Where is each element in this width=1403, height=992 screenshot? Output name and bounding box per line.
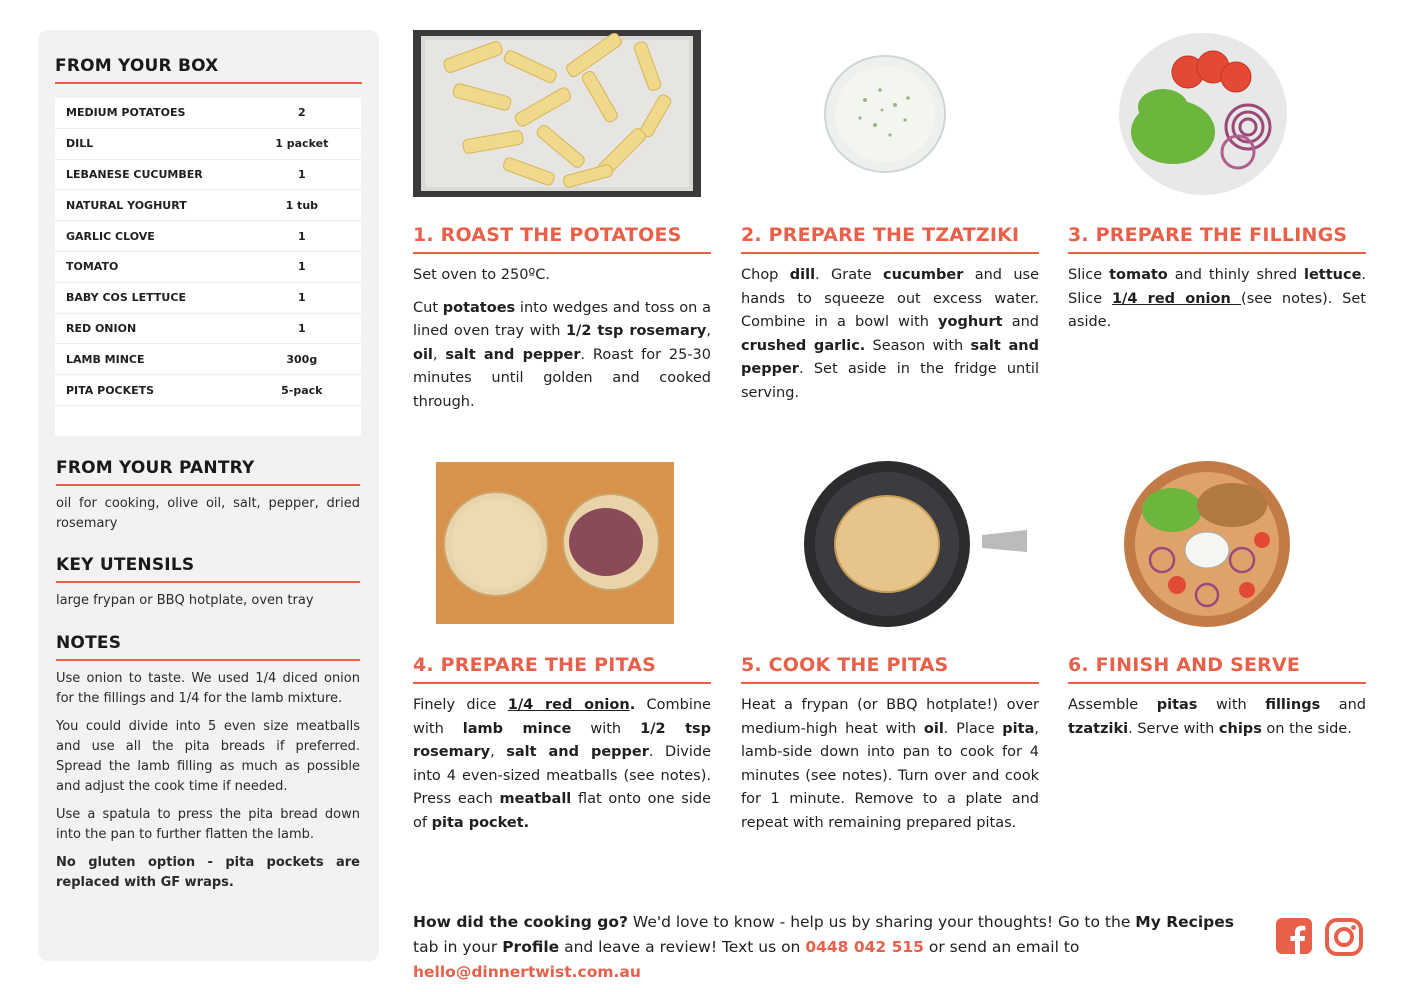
ingredient-name: RED ONION <box>66 321 137 335</box>
step-text: Finely dice 1/4 red onion. Combine with lamb mince with 1/2 tsp rosemary, salt and pepper. Divide into 4 even-sized meatballs (see notes). Press each meatball flat onto one side of pita pocket. <box>413 697 712 831</box>
ingredients-table <box>55 98 361 436</box>
step-title: 4. PREPARE THE PITAS <box>413 654 657 676</box>
divider <box>56 484 360 486</box>
step-3 <box>1068 224 1366 335</box>
divider <box>1068 682 1366 684</box>
divider <box>413 682 711 684</box>
ingredient-name: DILL <box>66 137 94 151</box>
table-row <box>55 221 361 252</box>
divider <box>741 252 1039 254</box>
ingredient-qty: 1 <box>297 291 306 305</box>
table-row <box>55 375 361 406</box>
notes-section <box>56 633 360 893</box>
utensils-title: KEY UTENSILS <box>56 555 195 575</box>
ingredient-qty: 2 <box>297 106 306 120</box>
note-item: Use onion to taste. We used 1/4 diced onion for the fillings and 1/4 for the lamb mixture. <box>56 671 360 706</box>
box-section-header <box>55 56 362 84</box>
note-item: Use a spatula to press the pita bread down into the pan to further flatten the lamb. <box>56 807 360 842</box>
finished-dish-image <box>1122 460 1292 628</box>
step-text: Chop dill. Grate cucumber and use hands to squeeze out excess water. Combine in a bowl with yoghurt and crushed garlic. Season with salt and pepper. Set aside in the fridge until serving. <box>741 267 1040 401</box>
frypan-image <box>782 460 1030 628</box>
divider <box>741 682 1039 684</box>
step-title: 1. ROAST THE POTATOES <box>413 224 682 246</box>
notes-title: NOTES <box>56 633 122 653</box>
pantry-title: FROM YOUR PANTRY <box>56 458 255 478</box>
table-row <box>55 283 361 314</box>
table-row <box>55 190 361 221</box>
note-item: No gluten option - pita pockets are replaced with GF wraps. <box>56 855 360 890</box>
step-text: Cut potatoes into wedges and toss on a lined oven tray with 1/2 tsp rosemary, oil, salt and pepper. Roast for 25-30 minutes until golden and cooked through. <box>413 299 711 410</box>
my-recipes-label: My Recipes <box>1135 913 1234 931</box>
ingredient-qty: 5-pack <box>281 383 323 397</box>
ingredient-name: PITA POCKETS <box>66 383 155 397</box>
roasted-potatoes-image <box>413 30 701 197</box>
step-title: 5. COOK THE PITAS <box>741 654 949 676</box>
step-text: Heat a frypan (or BBQ hotplate!) over medium-high heat with oil. Place pita, lamb-side down into pan to cook for 4 minutes (see notes). Turn over and cook for 1 minute. Remove to a plate and repeat with remaining prepared pitas. <box>741 697 1039 831</box>
table-row <box>55 314 361 345</box>
ingredient-qty: 1 <box>297 167 306 181</box>
sidebar-panel <box>38 30 379 961</box>
step-text: Assemble pitas with fillings and tzatziki. Serve with chips on the side. <box>1068 697 1367 737</box>
utensils-text: large frypan or BBQ hotplate, oven tray <box>56 593 314 608</box>
ingredient-qty: 300g <box>286 352 318 366</box>
phone-link[interactable]: 0448 042 515 <box>805 938 924 956</box>
step-5 <box>741 654 1039 835</box>
ingredient-name: GARLIC CLOVE <box>66 229 155 243</box>
ingredient-qty: 1 tub <box>285 198 319 212</box>
footer-question: How did the cooking go? <box>413 913 628 931</box>
fillings-plate-image <box>1118 32 1288 196</box>
step-title: 6. FINISH AND SERVE <box>1068 654 1301 676</box>
step-title: 2. PREPARE THE TZATZIKI <box>741 224 1020 246</box>
note-item: You could divide into 5 even size meatballs and use all the pita breads if preferred. Spread the lamb filling as much as possible and adjust the cook time if needed. <box>56 719 360 794</box>
divider <box>1068 252 1366 254</box>
ingredient-name: TOMATO <box>66 260 119 274</box>
divider <box>56 659 360 661</box>
step-6 <box>1068 654 1366 741</box>
ingredient-name: LEBANESE CUCUMBER <box>66 167 203 181</box>
instagram-icon[interactable] <box>1325 918 1363 956</box>
tzatziki-bowl-image <box>820 50 950 175</box>
ingredient-qty: 1 packet <box>275 137 329 151</box>
email-link[interactable]: hello@dinnertwist.com.au <box>413 963 641 981</box>
table-row <box>55 344 361 375</box>
step-text: Slice tomato and thinly shred lettuce. Slice 1/4 red onion (see notes). Set aside. <box>1068 267 1367 330</box>
ingredient-qty: 1 <box>297 229 306 243</box>
utensils-section <box>56 555 360 611</box>
ingredient-name: NATURAL YOGHURT <box>66 198 187 212</box>
divider <box>413 252 711 254</box>
ingredient-name: LAMB MINCE <box>66 352 145 366</box>
divider <box>56 581 360 583</box>
table-row <box>55 252 361 283</box>
pitas-board-image <box>436 462 674 624</box>
feedback-footer: How did the cooking go? We'd love to know - help us by sharing your thoughts! Go to the My Recipes tab in your Profile and leave a review! Text us on 0448 042 515 or send an email to hello@dinnertwist.com.au <box>413 913 1234 981</box>
ingredient-qty: 1 <box>297 321 306 335</box>
divider <box>55 82 362 84</box>
facebook-icon[interactable] <box>1276 918 1314 956</box>
ingredient-qty: 1 <box>297 260 306 274</box>
ingredient-name: BABY COS LETTUCE <box>66 291 186 305</box>
table-row <box>55 160 361 191</box>
step-text: Set oven to 250ºC. <box>413 267 550 283</box>
box-title: FROM YOUR BOX <box>55 56 219 76</box>
pantry-section <box>56 458 360 534</box>
pantry-text: oil for cooking, olive oil, salt, pepper, dried rosemary <box>56 496 360 531</box>
step-title: 3. PREPARE THE FILLINGS <box>1068 224 1348 246</box>
table-row <box>55 98 361 129</box>
step-2 <box>741 224 1039 405</box>
step-4 <box>413 654 711 835</box>
ingredient-name: MEDIUM POTATOES <box>66 106 186 120</box>
table-row <box>55 129 361 160</box>
step-1 <box>413 224 711 414</box>
profile-label: Profile <box>502 938 560 956</box>
